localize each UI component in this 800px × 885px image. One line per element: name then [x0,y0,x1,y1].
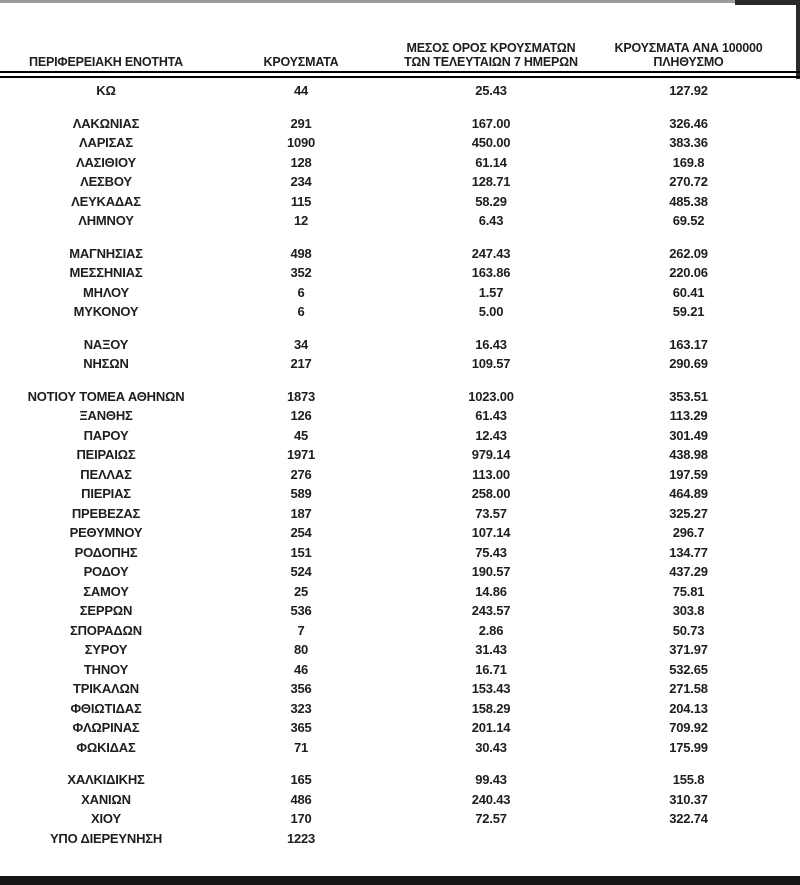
cases-cell: 128 [290,154,312,170]
avg-7day-cell: 153.43 [471,681,511,697]
avg-7day-cell: 61.43 [475,408,507,424]
column-header-label-line2: ΤΩΝ ΤΕΛΕΥΤΑΙΩΝ 7 ΗΜΕΡΩΝ [404,55,578,69]
per-100k-cell: 169.8 [672,154,705,170]
avg-7day-cell: 1023.00 [468,388,514,404]
avg-7day-cell: 979.14 [471,447,511,463]
cases-cell: 126 [290,408,312,424]
per-100k-cell: 438.98 [669,447,708,463]
per-100k-cell: 322.74 [669,811,708,827]
cases-cell: 80 [293,642,309,658]
per-100k-cell: 204.13 [669,700,708,716]
cases-cell: 291 [290,115,312,131]
per-100k-cell: 59.21 [672,304,705,320]
per-100k-cell: 303.8 [672,603,705,619]
region-cell: ΜΗΛΟΥ [83,284,129,300]
region-cell: ΜΑΓΝΗΣΙΑΣ [69,245,143,261]
bottom-bar [0,876,800,885]
region-cell: ΛΑΣΙΘΙΟΥ [75,154,137,170]
table-row [0,211,785,231]
region-cell: ΡΟΔΟΠΗΣ [74,544,138,560]
column-header-avg-7day [390,41,592,69]
avg-7day-cell: 1.57 [478,284,504,300]
per-100k-cell: 127.92 [669,83,708,99]
per-100k-cell: 60.41 [672,284,705,300]
column-header-label-line1: ΜΕΣΟΣ ΟΡΟΣ ΚΡΟΥΣΜΑΤΩΝ [406,41,576,55]
table-row [0,504,785,524]
column-header-regional-unit [0,55,212,69]
region-cell: ΠΕΙΡΑΙΩΣ [76,447,136,463]
table-row [0,601,785,621]
table-row [0,770,785,790]
per-100k-cell: 464.89 [669,486,708,502]
region-cell: ΡΕΘΥΜΝΟΥ [69,525,143,541]
table-row [0,335,785,355]
cases-cell: 217 [290,356,312,372]
per-100k-cell: 371.97 [669,642,708,658]
cases-cell: 589 [290,486,312,502]
region-cell: ΥΠΟ ΔΙΕΡΕΥΝΗΣΗ [49,830,163,846]
table-row [0,621,785,641]
table-row [0,406,785,426]
region-group [0,335,785,374]
table-row [0,718,785,738]
region-cell: ΦΘΙΩΤΙΔΑΣ [70,700,142,716]
column-header-cases [212,55,390,69]
column-header-label: ΚΡΟΥΣΜΑΤΑ [263,55,339,69]
table-row [0,133,785,153]
cases-cell: 71 [293,739,309,755]
avg-7day-cell: 30.43 [475,739,507,755]
per-100k-cell: 113.29 [669,408,708,424]
table-row [0,582,785,602]
region-group [0,114,785,231]
avg-7day-cell: 107.14 [471,525,511,541]
region-cell: ΣΥΡΟΥ [84,642,128,658]
cases-cell: 486 [290,791,312,807]
per-100k-cell: 296.7 [672,525,705,541]
per-100k-cell: 290.69 [669,356,708,372]
region-cell: ΠΙΕΡΙΑΣ [81,486,131,502]
per-100k-cell: 134.77 [669,544,708,560]
table-row [0,426,785,446]
cases-cell: 45 [293,427,309,443]
table-row [0,114,785,134]
table-row [0,809,785,829]
avg-7day-cell: 58.29 [475,193,507,209]
region-cell: ΡΟΔΟΥ [83,564,129,580]
cases-cell: 1223 [286,830,316,846]
cases-cell: 498 [290,245,312,261]
avg-7day-cell: 258.00 [471,486,511,502]
table-row [0,445,785,465]
table-row [0,354,785,374]
region-cell: ΞΑΝΘΗΣ [79,408,133,424]
table-row [0,283,785,303]
avg-7day-cell: 16.43 [475,336,507,352]
cases-cell: 1971 [286,447,316,463]
region-cell: ΛΕΥΚΑΔΑΣ [71,193,141,209]
avg-7day-cell: 14.86 [475,583,507,599]
cases-cell: 151 [290,544,312,560]
table-row [0,302,785,322]
region-cell: ΜΥΚΟΝΟΥ [73,304,139,320]
column-header-per-100k [592,41,785,69]
region-cell: ΝΟΤΙΟΥ ΤΟΜΕΑ ΑΘΗΝΩΝ [27,388,185,404]
avg-7day-cell: 201.14 [471,720,511,736]
per-100k-cell: 485.38 [669,193,708,209]
avg-7day-cell: 31.43 [475,642,507,658]
per-100k-cell: 709.92 [669,720,708,736]
cases-cell: 44 [293,83,309,99]
table-row [0,192,785,212]
cases-cell: 365 [290,720,312,736]
cases-cell: 46 [293,661,309,677]
table-row [0,523,785,543]
cases-cell: 165 [290,772,312,788]
cases-cell: 536 [290,603,312,619]
avg-7day-cell: 75.43 [475,544,507,560]
region-cell: ΧΙΟΥ [91,811,121,827]
region-group [0,244,785,322]
avg-7day-cell: 73.57 [475,505,507,521]
per-100k-cell: 163.17 [669,336,708,352]
avg-7day-cell: 163.86 [471,265,511,281]
per-100k-cell: 75.81 [672,583,705,599]
region-cell: ΠΡΕΒΕΖΑΣ [71,505,141,521]
avg-7day-cell: 109.57 [471,356,511,372]
region-cell: ΝΑΞΟΥ [83,336,129,352]
region-cell: ΛΑΚΩΝΙΑΣ [72,115,140,131]
table-row [0,484,785,504]
cases-cell: 323 [290,700,312,716]
region-cell: ΧΑΝΙΩΝ [81,791,131,807]
table-row [0,387,785,407]
avg-7day-cell: 240.43 [471,791,511,807]
table-row [0,640,785,660]
avg-7day-cell: 190.57 [471,564,511,580]
region-cell: ΧΑΛΚΙΔΙΚΗΣ [67,772,145,788]
avg-7day-cell: 12.43 [475,427,507,443]
table-row [0,562,785,582]
region-cell: ΚΩ [96,83,116,99]
per-100k-cell: 155.8 [672,772,705,788]
per-100k-cell: 353.51 [669,388,708,404]
table-row [0,153,785,173]
region-cell: ΠΑΡΟΥ [83,427,129,443]
cases-cell: 170 [290,811,312,827]
table-row [0,738,785,758]
per-100k-cell: 262.09 [669,245,708,261]
cases-cell: 115 [290,193,312,209]
region-cell: ΦΛΩΡΙΝΑΣ [72,720,140,736]
cases-cell: 12 [293,213,309,229]
region-cell: ΤΡΙΚΑΛΩΝ [73,681,139,697]
cases-cell: 276 [290,466,312,482]
per-100k-cell: 220.06 [669,265,708,281]
avg-7day-cell: 99.43 [475,772,507,788]
table-row [0,465,785,485]
cases-cell: 7 [297,622,305,638]
per-100k-cell: 197.59 [669,466,708,482]
region-group [0,387,785,758]
per-100k-cell: 326.46 [669,115,708,131]
region-cell: ΣΠΟΡΑΔΩΝ [70,622,142,638]
table-row [0,263,785,283]
cases-cell: 187 [290,505,312,521]
table-row [0,829,785,849]
per-100k-cell: 383.36 [669,135,708,151]
region-cell: ΦΩΚΙΔΑΣ [76,739,136,755]
cases-cell: 352 [290,265,312,281]
cases-cell: 254 [290,525,312,541]
region-cell: ΛΕΣΒΟΥ [80,174,132,190]
table-row [0,699,785,719]
region-cell: ΝΗΣΩΝ [83,356,129,372]
per-100k-cell: 532.65 [669,661,708,677]
avg-7day-cell: 6.43 [478,213,504,229]
cases-cell: 524 [290,564,312,580]
region-cell: ΣΕΡΡΩΝ [79,603,133,619]
column-header-label-line1: ΚΡΟΥΣΜΑΤΑ ΑΝΑ 100000 [614,41,763,55]
per-100k-cell: 310.37 [669,791,708,807]
avg-7day-cell: 247.43 [471,245,511,261]
table-row [0,172,785,192]
header-rule-top [0,71,800,73]
per-100k-cell: 271.58 [669,681,708,697]
cases-cell: 34 [293,336,309,352]
per-100k-cell: 325.27 [669,505,708,521]
cases-cell: 6 [297,284,305,300]
cases-cell: 25 [293,583,309,599]
avg-7day-cell: 243.57 [471,603,511,619]
avg-7day-cell: 61.14 [475,154,507,170]
per-100k-cell: 50.73 [672,622,705,638]
region-cell: ΤΗΝΟΥ [83,661,129,677]
cases-cell: 234 [290,174,312,190]
avg-7day-cell: 72.57 [475,811,507,827]
avg-7day-cell: 158.29 [471,700,511,716]
table-row [0,679,785,699]
avg-7day-cell: 450.00 [471,135,511,151]
per-100k-cell: 270.72 [669,174,708,190]
per-100k-cell: 301.49 [669,427,708,443]
table-row [0,244,785,264]
avg-7day-cell: 113.00 [472,466,510,482]
region-group [0,770,785,848]
table-row [0,81,785,101]
region-cell: ΛΗΜΝΟΥ [78,213,134,229]
per-100k-cell: 437.29 [669,564,708,580]
cases-cell: 6 [297,304,305,320]
cases-cell: 356 [290,681,312,697]
header-rule-bottom [0,76,800,78]
table-header-row [0,0,800,71]
table-row [0,660,785,680]
per-100k-cell: 69.52 [672,213,705,229]
table-row [0,543,785,563]
cases-cell: 1873 [286,388,316,404]
avg-7day-cell: 2.86 [478,622,504,638]
region-cell: ΣΑΜΟΥ [83,583,129,599]
avg-7day-cell: 16.71 [475,661,507,677]
avg-7day-cell: 5.00 [478,304,504,320]
avg-7day-cell: 25.43 [475,83,507,99]
per-100k-cell: 175.99 [669,739,708,755]
table-row [0,790,785,810]
column-header-label-line2: ΠΛΗΘΥΣΜΟ [653,55,724,69]
region-cell: ΜΕΣΣΗΝΙΑΣ [69,265,143,281]
region-cell: ΛΑΡΙΣΑΣ [79,135,133,151]
column-header-label: ΠΕΡΙΦΕΡΕΙΑΚΗ ΕΝΟΤΗΤΑ [29,55,183,69]
avg-7day-cell: 167.00 [471,115,511,131]
avg-7day-cell: 128.71 [471,174,511,190]
table-body [0,81,785,848]
region-cell: ΠΕΛΛΑΣ [80,466,132,482]
region-group [0,81,785,101]
cases-cell: 1090 [286,135,316,151]
